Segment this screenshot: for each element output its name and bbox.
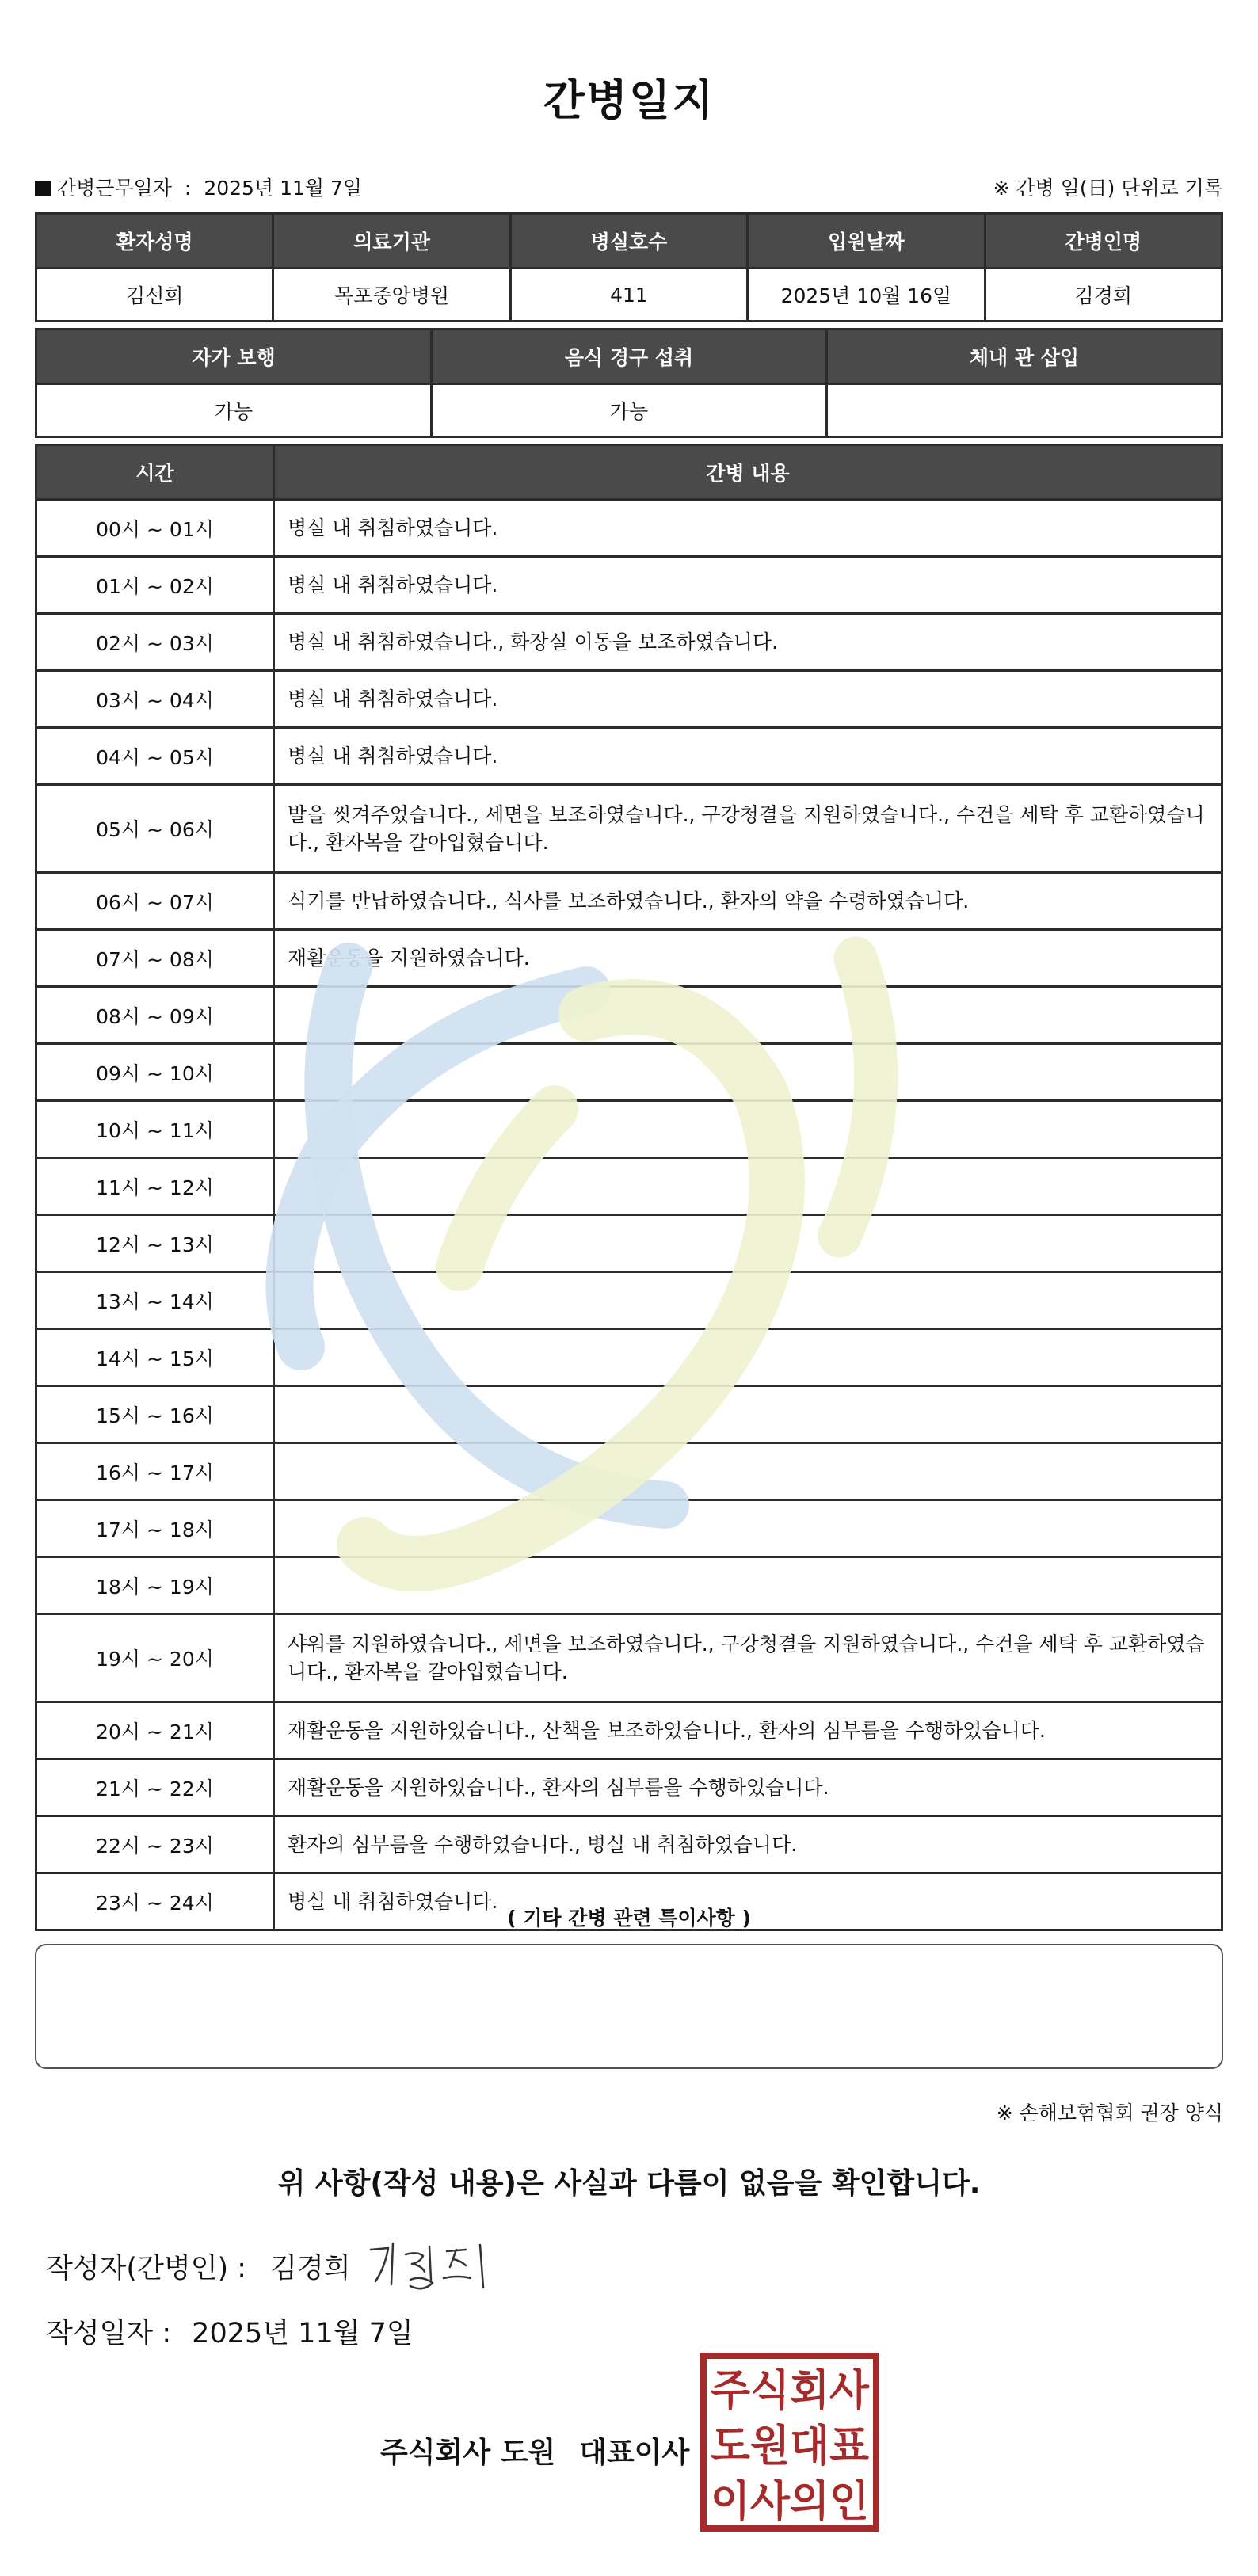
care-log-content — [274, 1386, 1222, 1443]
header-room-number: 병실호수 — [510, 214, 747, 269]
care-log-time: 00시 ~ 01시 — [36, 500, 274, 557]
care-log-time: 10시 ~ 11시 — [36, 1101, 274, 1158]
care-log-row — [36, 1500, 1222, 1557]
care-log-time: 22시 ~ 23시 — [36, 1816, 274, 1873]
care-log-content: 병실 내 취침하였습니다. — [274, 1873, 1222, 1930]
work-date-separator: : — [184, 177, 192, 200]
header-admission-date: 입원날짜 — [748, 214, 985, 269]
status-header-row — [36, 330, 1222, 384]
care-log-row — [36, 1557, 1222, 1614]
care-log-content — [274, 1500, 1222, 1557]
care-log-time: 13시 ~ 14시 — [36, 1272, 274, 1329]
header-caregiver-name: 간병인명 — [985, 214, 1222, 269]
care-log-content — [274, 1044, 1222, 1101]
work-date — [35, 173, 362, 201]
care-log-time: 07시 ~ 08시 — [36, 930, 274, 987]
care-log-row — [36, 671, 1222, 728]
work-date-label: 간병근무일자 — [57, 177, 172, 200]
care-log-time: 21시 ~ 22시 — [36, 1759, 274, 1816]
svg-text:주식회사: 주식회사 — [711, 2365, 870, 2415]
care-log-content: 병실 내 취침하였습니다. — [274, 671, 1222, 728]
status-value-row — [36, 384, 1222, 437]
header-hospital: 의료기관 — [273, 214, 510, 269]
header-self-walking: 자가 보행 — [36, 330, 432, 384]
care-log-time: 01시 ~ 02시 — [36, 557, 274, 614]
care-log-time: 17시 ~ 18시 — [36, 1500, 274, 1557]
header-care-content: 간병 내용 — [274, 445, 1222, 500]
care-log-content: 식기를 반납하였습니다., 식사를 보조하였습니다., 환자의 약을 수령하였습니다. — [274, 873, 1222, 930]
care-log-time: 18시 ~ 19시 — [36, 1557, 274, 1614]
unit-note: ※ 간병 일(日) 단위로 기록 — [993, 177, 1223, 200]
care-log-row — [36, 1329, 1222, 1386]
care-log-content — [274, 987, 1222, 1044]
care-log-row — [36, 930, 1222, 987]
header-patient-name: 환자성명 — [36, 214, 273, 269]
patient-name: 김선희 — [36, 269, 273, 322]
care-log-row — [36, 1386, 1222, 1443]
patient-info-value-row — [36, 269, 1222, 322]
company-title: 대표이사 — [579, 2437, 690, 2469]
care-log-time: 14시 ~ 15시 — [36, 1329, 274, 1386]
care-log-time: 05시 ~ 06시 — [36, 785, 274, 873]
care-log-row — [36, 614, 1222, 671]
care-log-row — [36, 1702, 1222, 1759]
care-log-row — [36, 1759, 1222, 1816]
care-log-time: 02시 ~ 03시 — [36, 614, 274, 671]
svg-text:이사의인: 이사의인 — [711, 2476, 869, 2526]
care-log-time: 09시 ~ 10시 — [36, 1044, 274, 1101]
care-log-content: 재활운동을 지원하였습니다. — [274, 930, 1222, 987]
care-log-content: 재활운동을 지원하였습니다., 환자의 심부름을 수행하였습니다. — [274, 1759, 1222, 1816]
company-name: 주식회사 도원 — [380, 2437, 556, 2469]
writer-name: 김경희 — [270, 2253, 351, 2284]
care-log-time: 23시 ~ 24시 — [36, 1873, 274, 1930]
caregiver-name: 김경희 — [985, 269, 1222, 322]
oral-intake-value: 가능 — [432, 384, 827, 437]
form-source-note: ※ 손해보험협회 권장 양식 — [996, 2102, 1223, 2124]
care-log-content — [274, 1215, 1222, 1272]
company-seal-stamp — [699, 2351, 881, 2533]
care-log-row — [36, 1816, 1222, 1873]
square-bullet-icon — [35, 181, 51, 196]
care-log-content: 발을 씻겨주었습니다., 세면을 보조하였습니다., 구강청결을 지원하였습니다., 수건을 세탁 후 교환하였습니다., 환자복을 갈아입혔습니다. — [274, 785, 1222, 873]
care-log-time: 20시 ~ 21시 — [36, 1702, 274, 1759]
care-log-content — [274, 1158, 1222, 1215]
care-log-row — [36, 1215, 1222, 1272]
room-number: 411 — [510, 269, 747, 322]
admission-date: 2025년 10월 16일 — [748, 269, 985, 322]
company-line — [380, 2430, 689, 2471]
care-log-content: 병실 내 취침하였습니다. — [274, 557, 1222, 614]
patient-info-header-row — [36, 214, 1222, 269]
care-log-content: 재활운동을 지원하였습니다., 산책을 보조하였습니다., 환자의 심부름을 수행하였습니다. — [274, 1702, 1222, 1759]
special-notes-title: ( 기타 간병 관련 특이사항 ) — [507, 1907, 751, 1930]
care-log-row — [36, 873, 1222, 930]
care-log-content: 병실 내 취침하였습니다. — [274, 500, 1222, 557]
care-log-row — [36, 785, 1222, 873]
header-oral-intake: 음식 경구 섭취 — [432, 330, 827, 384]
care-log-time: 16시 ~ 17시 — [36, 1443, 274, 1500]
care-log-content — [274, 1557, 1222, 1614]
special-notes-box — [35, 1944, 1223, 2069]
care-log-content: 병실 내 취침하였습니다. — [274, 728, 1222, 785]
care-log-row — [36, 1272, 1222, 1329]
care-log-content — [274, 1329, 1222, 1386]
care-log-time: 04시 ~ 05시 — [36, 728, 274, 785]
patient-info-table — [35, 212, 1223, 322]
confirmation-statement: 위 사항(작성 내용)은 사실과 다름이 없음을 확인합니다. — [277, 2167, 981, 2200]
work-date-value: 2025년 11월 7일 — [204, 177, 363, 200]
handwritten-signature — [364, 2235, 507, 2299]
writer-label: 작성자(간병인) : — [46, 2253, 247, 2284]
care-log-time: 11시 ~ 12시 — [36, 1158, 274, 1215]
care-log-row — [36, 1101, 1222, 1158]
hospital: 목포중앙병원 — [273, 269, 510, 322]
care-log-row — [36, 1044, 1222, 1101]
care-log-row — [36, 728, 1222, 785]
care-log-time: 15시 ~ 16시 — [36, 1386, 274, 1443]
care-log-time: 12시 ~ 13시 — [36, 1215, 274, 1272]
care-log-content: 환자의 심부름을 수행하였습니다., 병실 내 취침하였습니다. — [274, 1816, 1222, 1873]
care-log-time: 08시 ~ 09시 — [36, 987, 274, 1044]
patient-status-table — [35, 328, 1223, 438]
care-log-row — [36, 1614, 1222, 1702]
care-log-row — [36, 1443, 1222, 1500]
tube-insertion-value — [827, 384, 1222, 437]
page-title: 간병일지 — [543, 75, 715, 125]
written-date-line — [46, 2311, 414, 2351]
writer-line — [46, 2246, 351, 2286]
written-date-label: 작성일자 : — [46, 2318, 172, 2349]
header-time: 시간 — [36, 445, 274, 500]
care-log-row — [36, 500, 1222, 557]
care-log-time: 06시 ~ 07시 — [36, 873, 274, 930]
svg-text:도원대표: 도원대표 — [711, 2421, 869, 2471]
care-log-row — [36, 1158, 1222, 1215]
care-log-content: 샤워를 지원하였습니다., 세면을 보조하였습니다., 구강청결을 지원하였습니다., 수건을 세탁 후 교환하였습니다., 환자복을 갈아입혔습니다. — [274, 1614, 1222, 1702]
care-log-header-row — [36, 445, 1222, 500]
care-log-row — [36, 557, 1222, 614]
care-log-time: 03시 ~ 04시 — [36, 671, 274, 728]
care-log-time: 19시 ~ 20시 — [36, 1614, 274, 1702]
care-log-table — [35, 444, 1223, 1931]
care-log-content — [274, 1101, 1222, 1158]
care-log-content — [274, 1272, 1222, 1329]
written-date-value: 2025년 11월 7일 — [192, 2318, 414, 2349]
care-log-content: 병실 내 취침하였습니다., 화장실 이동을 보조하였습니다. — [274, 614, 1222, 671]
care-log-content — [274, 1443, 1222, 1500]
header-tube-insertion: 체내 관 삽입 — [827, 330, 1222, 384]
self-walking-value: 가능 — [36, 384, 432, 437]
care-log-row — [36, 987, 1222, 1044]
